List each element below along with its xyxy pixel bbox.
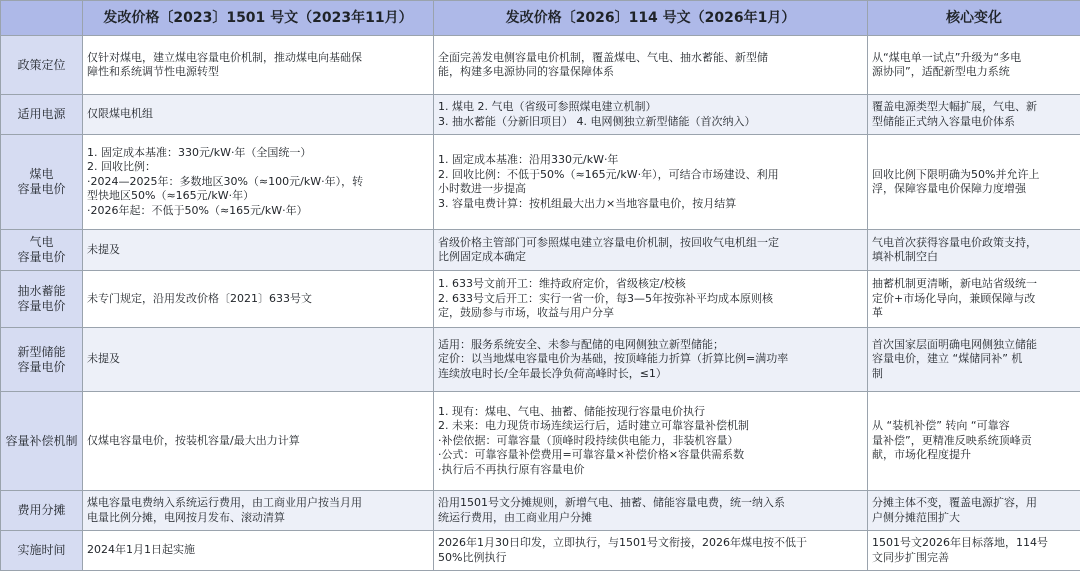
cell-text-line: 文同步扩围完善 bbox=[872, 550, 949, 564]
cell-text-line: 沿用1501号文分摊规则，新增气电、抽蓄、储能容量电费，统一纳入系 bbox=[438, 496, 785, 509]
cell-text-line: 容量电价 bbox=[17, 182, 66, 196]
row-label bbox=[1, 491, 83, 531]
policy-2026-cell bbox=[434, 392, 868, 491]
cell-text-line: 2. 回收比例：不低于50%（≈165元/kW·年），可结合市场建设、利用 bbox=[438, 167, 779, 181]
cell-text-line: 定价+市场化导向，兼顾保障与改 bbox=[872, 291, 1036, 305]
row-label bbox=[1, 95, 83, 135]
core-change-cell bbox=[868, 271, 1080, 328]
policy-2023-cell bbox=[83, 230, 434, 271]
cell-text-line: 连续放电时长/全年最长净负荷高峰时长，≤1） bbox=[438, 366, 667, 380]
core-change-cell bbox=[868, 328, 1080, 392]
cell-text-line: 量补偿”，更精准反映系统顶峰贡 bbox=[872, 433, 1032, 447]
header-core-change: 核心变化 bbox=[868, 1, 1080, 36]
cell-text-line: 回收比例下限明确为50%并允许上 bbox=[872, 167, 1040, 181]
cell-text-line: 容量电价，建立 “煤储同补” 机 bbox=[872, 352, 1023, 366]
cell-text-line: 费用分摊 bbox=[17, 503, 66, 517]
cell-text-line: ·2026年起：不低于50%（≈165元/kW·年） bbox=[87, 203, 308, 217]
cell-text-line: 3. 容量电费计算：按机组最大出力×当地容量电价，按月结算 bbox=[438, 196, 737, 210]
header-row bbox=[1, 1, 1080, 36]
cell-text-line: 献，市场化程度提升 bbox=[872, 448, 971, 462]
cell-text-line: ·公式：可靠容量补偿费用=可靠容量×补偿价格×容量供需系数 bbox=[438, 448, 745, 462]
cell-text-line: 煤电容量电费纳入系统运行费用，由工商业用户按当月用 bbox=[87, 496, 362, 509]
row-label bbox=[1, 230, 83, 271]
core-change-cell bbox=[868, 95, 1080, 135]
header-blank bbox=[1, 1, 83, 36]
cell-text-line: 省级价格主管部门可参照煤电建立容量电价机制，按回收气电机组一定 bbox=[438, 235, 779, 249]
row-label bbox=[1, 36, 83, 95]
policy-2026-cell bbox=[434, 491, 868, 531]
table-row bbox=[1, 230, 1080, 271]
cell-text-line: 能，构建多电源协同的容量保障体系 bbox=[438, 65, 614, 78]
cell-text-line: 从“煤电单一试点”升级为“多电 bbox=[872, 50, 1022, 64]
table-row bbox=[1, 531, 1080, 571]
cell-text-line: 制 bbox=[872, 366, 883, 380]
table-row bbox=[1, 135, 1080, 230]
policy-2026-cell bbox=[434, 230, 868, 271]
cell-text-line: 政策定位 bbox=[17, 57, 66, 72]
core-change-cell bbox=[868, 135, 1080, 230]
table-row bbox=[1, 271, 1080, 328]
core-change-cell bbox=[868, 230, 1080, 271]
cell-text-line: 首次国家层面明确电网侧独立储能 bbox=[872, 337, 1037, 351]
cell-text-line: 障性和系统调节性电源转型 bbox=[87, 65, 219, 78]
cell-text-line: 适用电源 bbox=[17, 107, 66, 121]
policy-2026-cell bbox=[434, 328, 868, 392]
cell-text-line: 1501号文2026年目标落地，114号 bbox=[872, 536, 1048, 549]
cell-text-line: 统运行费用，由工商业用户分摊 bbox=[438, 510, 592, 524]
cell-text-line: 小时数进一步提高 bbox=[438, 182, 526, 195]
cell-text-line: 煤电 bbox=[29, 167, 54, 181]
row-label bbox=[1, 328, 83, 392]
header-2026-policy: 发改价格〔2026〕114 号文（2026年1月） bbox=[434, 1, 868, 36]
cell-text-line: ·执行后不再执行原有容量电价 bbox=[438, 462, 585, 476]
cell-text-line: 容量电价 bbox=[17, 299, 66, 313]
cell-text-line: 填补机制空白 bbox=[872, 250, 938, 263]
cell-text-line: 2026年1月30日印发，立即执行，与1501号文衔接，2026年煤电按不低于 bbox=[438, 536, 807, 549]
row-label bbox=[1, 135, 83, 230]
cell-text-line: 1. 煤电 2. 气电（省级可参照煤电建立机制） bbox=[438, 100, 657, 113]
cell-text-line: 型快地区50%（≈165元/kW·年） bbox=[87, 189, 255, 203]
cell-text-line: 1. 固定成本基准：沿用330元/kW·年 bbox=[438, 153, 619, 166]
cell-text-line: 全面完善发电侧容量电价机制，覆盖煤电、气电、抽水蓄能、新型储 bbox=[438, 50, 768, 64]
cell-text-line: 3. 抽水蓄能（分新旧项目） 4. 电网侧独立新型储能（首次纳入） bbox=[438, 114, 756, 128]
policy-2023-cell bbox=[83, 491, 434, 531]
cell-text-line: 比例固定成本确定 bbox=[438, 250, 526, 263]
cell-text-line: 仅针对煤电，建立煤电容量电价机制，推动煤电向基础保 bbox=[87, 50, 362, 64]
cell-text-line: 1. 固定成本基准：330元/kW·年（全国统一） bbox=[87, 145, 312, 159]
policy-2026-cell bbox=[434, 271, 868, 328]
cell-text-line: 分摊主体不变，覆盖电源扩容，用 bbox=[872, 496, 1037, 509]
policy-2023-cell bbox=[83, 36, 434, 95]
table-row bbox=[1, 491, 1080, 531]
cell-text-line: 1. 633号文前开工：维持政府定价，省级核定/校核 bbox=[438, 277, 686, 291]
policy-2023-cell bbox=[83, 271, 434, 328]
policy-2026-cell bbox=[434, 95, 868, 135]
cell-text-line: 覆盖电源类型大幅扩展，气电、新 bbox=[872, 100, 1037, 113]
table-row bbox=[1, 36, 1080, 95]
policy-2026-cell bbox=[434, 36, 868, 95]
cell-text-line: 新型储能 bbox=[17, 344, 66, 359]
cell-text-line: 50%比例执行 bbox=[438, 550, 507, 564]
header-2023-policy: 发改价格〔2023〕1501 号文（2023年11月） bbox=[83, 1, 434, 36]
core-change-cell bbox=[868, 531, 1080, 571]
cell-text-line: 容量电价 bbox=[17, 250, 66, 264]
cell-text-line: 2. 未来：电力现货市场连续运行后，适时建立可靠容量补偿机制 bbox=[438, 419, 749, 433]
core-change-cell bbox=[868, 491, 1080, 531]
cell-text-line: 仅限煤电机组 bbox=[87, 107, 153, 121]
cell-text-line: 定价：以当地煤电容量电价为基础，按顶峰能力折算（折算比例=满功率 bbox=[438, 352, 789, 366]
policy-2023-cell bbox=[83, 328, 434, 392]
cell-text-line: 抽水蓄能 bbox=[17, 284, 66, 298]
core-change-cell bbox=[868, 36, 1080, 95]
table-row bbox=[1, 328, 1080, 392]
cell-text-line: 仅煤电容量电价，按装机容量/最大出力计算 bbox=[87, 433, 300, 447]
table-row bbox=[1, 392, 1080, 491]
cell-text-line: 电量比例分摊，电网按月发布、滚动清算 bbox=[87, 510, 285, 524]
cell-text-line: ·补偿依据：可靠容量（顶峰时段持续供电能力，非装机容量） bbox=[438, 433, 739, 447]
cell-text-line: 浮，保障容量电价保障力度增强 bbox=[872, 182, 1026, 195]
cell-text-line: 实施时间 bbox=[17, 543, 66, 557]
cell-text-line: 从 “装机补偿” 转向 “可靠容 bbox=[872, 419, 1010, 433]
cell-text-line: 2024年1月1日起实施 bbox=[87, 543, 195, 557]
cell-text-line: 型储能正式纳入容量电价体系 bbox=[872, 114, 1015, 128]
cell-text-line: 气电 bbox=[29, 235, 54, 249]
cell-text-line: 气电首次获得容量电价政策支持， bbox=[872, 235, 1037, 249]
cell-text-line: 源协同”，适配新型电力系统 bbox=[872, 65, 1010, 78]
cell-text-line: 容量补偿机制 bbox=[5, 433, 78, 448]
cell-text-line: 未专门规定，沿用发改价格〔2021〕633号文 bbox=[87, 291, 312, 305]
policy-2023-cell bbox=[83, 135, 434, 230]
row-label bbox=[1, 271, 83, 328]
cell-text-line: 容量电价 bbox=[17, 359, 66, 374]
cell-text-line: 适用：服务系统安全、未参与配储的电网侧独立新型储能； bbox=[438, 337, 724, 351]
cell-text-line: 户侧分摊范围扩大 bbox=[872, 510, 960, 524]
policy-2026-cell bbox=[434, 531, 868, 571]
cell-text-line: ·2024—2025年：多数地区30%（≈100元/kW·年），转 bbox=[87, 174, 364, 188]
core-change-cell bbox=[868, 392, 1080, 491]
cell-text-line: 2. 回收比例： bbox=[87, 160, 156, 174]
policy-2023-cell bbox=[83, 95, 434, 135]
cell-text-line: 抽蓄机制更清晰，新电站省级统一 bbox=[872, 277, 1037, 291]
cell-text-line: 2. 633号文后开工：实行一省一价，每3—5年按弥补平均成本原则核 bbox=[438, 291, 773, 305]
cell-text-line: 1. 现有：煤电、气电、抽蓄、储能按现行容量电价执行 bbox=[438, 404, 705, 418]
row-label bbox=[1, 392, 83, 491]
cell-text-line: 未提及 bbox=[87, 242, 120, 256]
policy-2026-cell bbox=[434, 135, 868, 230]
table-row bbox=[1, 95, 1080, 135]
policy-2023-cell bbox=[83, 392, 434, 491]
cell-text-line: 革 bbox=[872, 306, 883, 320]
cell-text-line: 未提及 bbox=[87, 352, 120, 366]
policy-2023-cell bbox=[83, 531, 434, 571]
row-label bbox=[1, 531, 83, 571]
cell-text-line: 定，鼓励参与市场，收益与用户分享 bbox=[438, 306, 614, 320]
